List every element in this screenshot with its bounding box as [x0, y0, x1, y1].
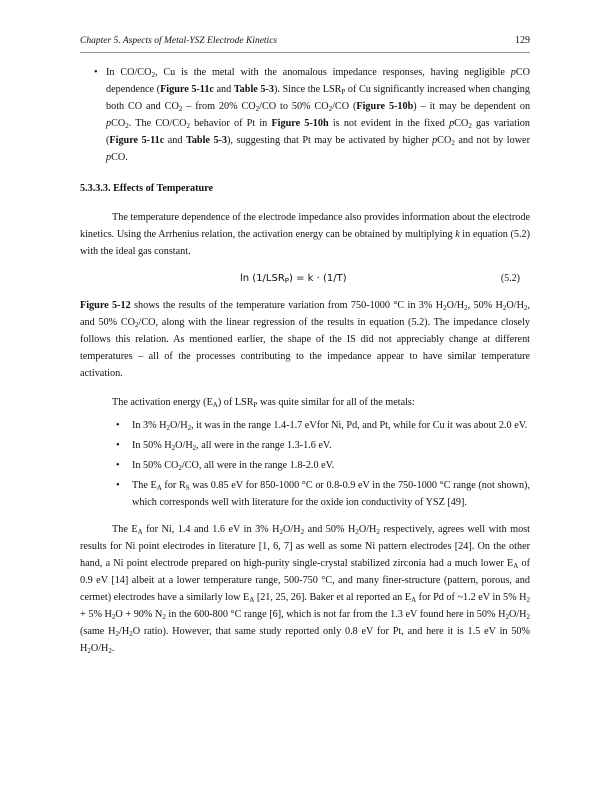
- bullet-co-co2: • In $CO/CO_2$, Cu is the metal with the anomalous impedance responses, having negligible pCO dependence (Figure 5-11c and Table 5-3). Since the $LSR_P$ of Cu significantly increased when changing both CO and $CO_2$ – from 20% $CO_2/CO$ to 50% $CO_2/CO$ (Figure 5-10b) – it may be dependent on pCO$_2$. The $CO/CO_2$ behavior of Pt in Figure 5-10h is not evident in the fixed pCO$_2$ gas variation (Figure 5-11c and Table 5-3), suggesting that Pt may be activated by higher pCO$_2$ and not by lower pCO.: [80, 64, 530, 166]
- list-item: • In 50% $H_2O/H_2$, all were in the range 1.3-1.6 eV.: [80, 437, 530, 454]
- figure-ref: Figure 5-11c: [109, 135, 165, 146]
- figure-ref: Figure 5-11c: [160, 84, 214, 95]
- bullet-marker: •: [116, 480, 120, 491]
- equation-number: (5.2): [500, 273, 520, 284]
- page-number: 129: [515, 35, 530, 46]
- figure-ref: Figure 5-10h: [271, 118, 329, 129]
- section-heading: 5.3.3.3. Effects of Temperature: [80, 183, 214, 194]
- list-item: • In 50% $CO_2/CO$, all were in the range 1.8-2.0 eV.: [80, 457, 530, 474]
- figure-ref: Figure 5-12: [80, 300, 131, 311]
- bullet-marker: •: [94, 67, 98, 78]
- paragraph-activation-energy: The activation energy $(E_A)$ of $LSR_P$ was quite similar for all of the metals:: [112, 397, 415, 409]
- list-item: • In 3% $H_2O/H_2$, it was in the range 1.4-1.7 eVfor Ni, Pd, and Pt, while for Cu it was about 2.0 eV.: [80, 417, 530, 434]
- paragraph-figure-5-12: Figure 5-12 shows the results of the temperature variation from 750-1000 °C in 3% $H_2O/H_2$, 50% $H_2O/H_2$, and 50% $CO_2/CO$, along with the linear regression of the results in equation (5.2). The impedance closely follows this relation. As mentioned earlier, the shape of the IS did not appreciably change at different temperatures – all of the processes contributing to the impedance appear to have similar temperature activation.: [80, 300, 531, 379]
- bullet-marker: •: [116, 440, 120, 451]
- equation-5-2: [80, 270, 530, 287]
- header-rule: [80, 52, 530, 53]
- figure-ref: Figure 5-10b: [356, 101, 414, 112]
- bullet-marker: •: [116, 420, 120, 431]
- list-item: • The $E_A$ for $R_S$ was 0.85 eV for 850-1000 °C or 0.8-0.9 eV in the 750-1000 °C range (not shown), which corresponds well with literature for the oxide ion conductivity of YSZ [49].: [80, 477, 530, 511]
- paragraph-ni-comparison: The $E_A$ for Ni, 1.4 and 1.6 eV in 3% $H_2O/H_2$ and 50% $H_2O/H_2$ respectively, agrees well with most results for Ni point electrodes in literature [1, 6, 7] as well as some Ni pattern electrodes [24]. On the other hand, a Ni point electrode prepared on high-purity single-crystal stabilized zirconia had a much lower $E_A$ of 0.9 eV [14] albeit at a lower temperature range, 500-750 °C, and many finer-structure (pattern, porous, and cermet) electrodes have a similarly low $E_A$ [21, 25, 26]. Baker et al reported an $E_A$ for Pd of ~1.2 eV in 5% $H_2 + 5\%$ $H_2O + 90\%$ $N_2$ in the 600-800 °C range [6], which is not far from the 1.3 eV found here in 50% $H_2O/H_2$ (same $H_2/H_2O$ ratio). However, that same study reported only 0.8 eV for Pt, and here it is 1.5 eV in 50% $H_2O/H_2$.: [80, 524, 530, 655]
- bullet-marker: •: [116, 460, 120, 471]
- page-body: [80, 64, 530, 657]
- activation-energy-list: [80, 417, 530, 511]
- paragraph-temperature-intro: The temperature dependence of the electrode impedance also provides information about the electrode kinetics. Using the Arrhenius relation, the activation energy can be obtained by multiplying k in equation (5.2) with the ideal gas constant.: [80, 212, 530, 257]
- running-header: Chapter 5. Aspects of Metal-YSZ Electrode Kinetics: [80, 36, 278, 46]
- table-ref: Table 5-3: [233, 84, 274, 95]
- table-ref: Table 5-3: [185, 135, 228, 146]
- equation-expression: $\ln (1/LSR_P) = k \cdot (1/T)$: [240, 273, 347, 285]
